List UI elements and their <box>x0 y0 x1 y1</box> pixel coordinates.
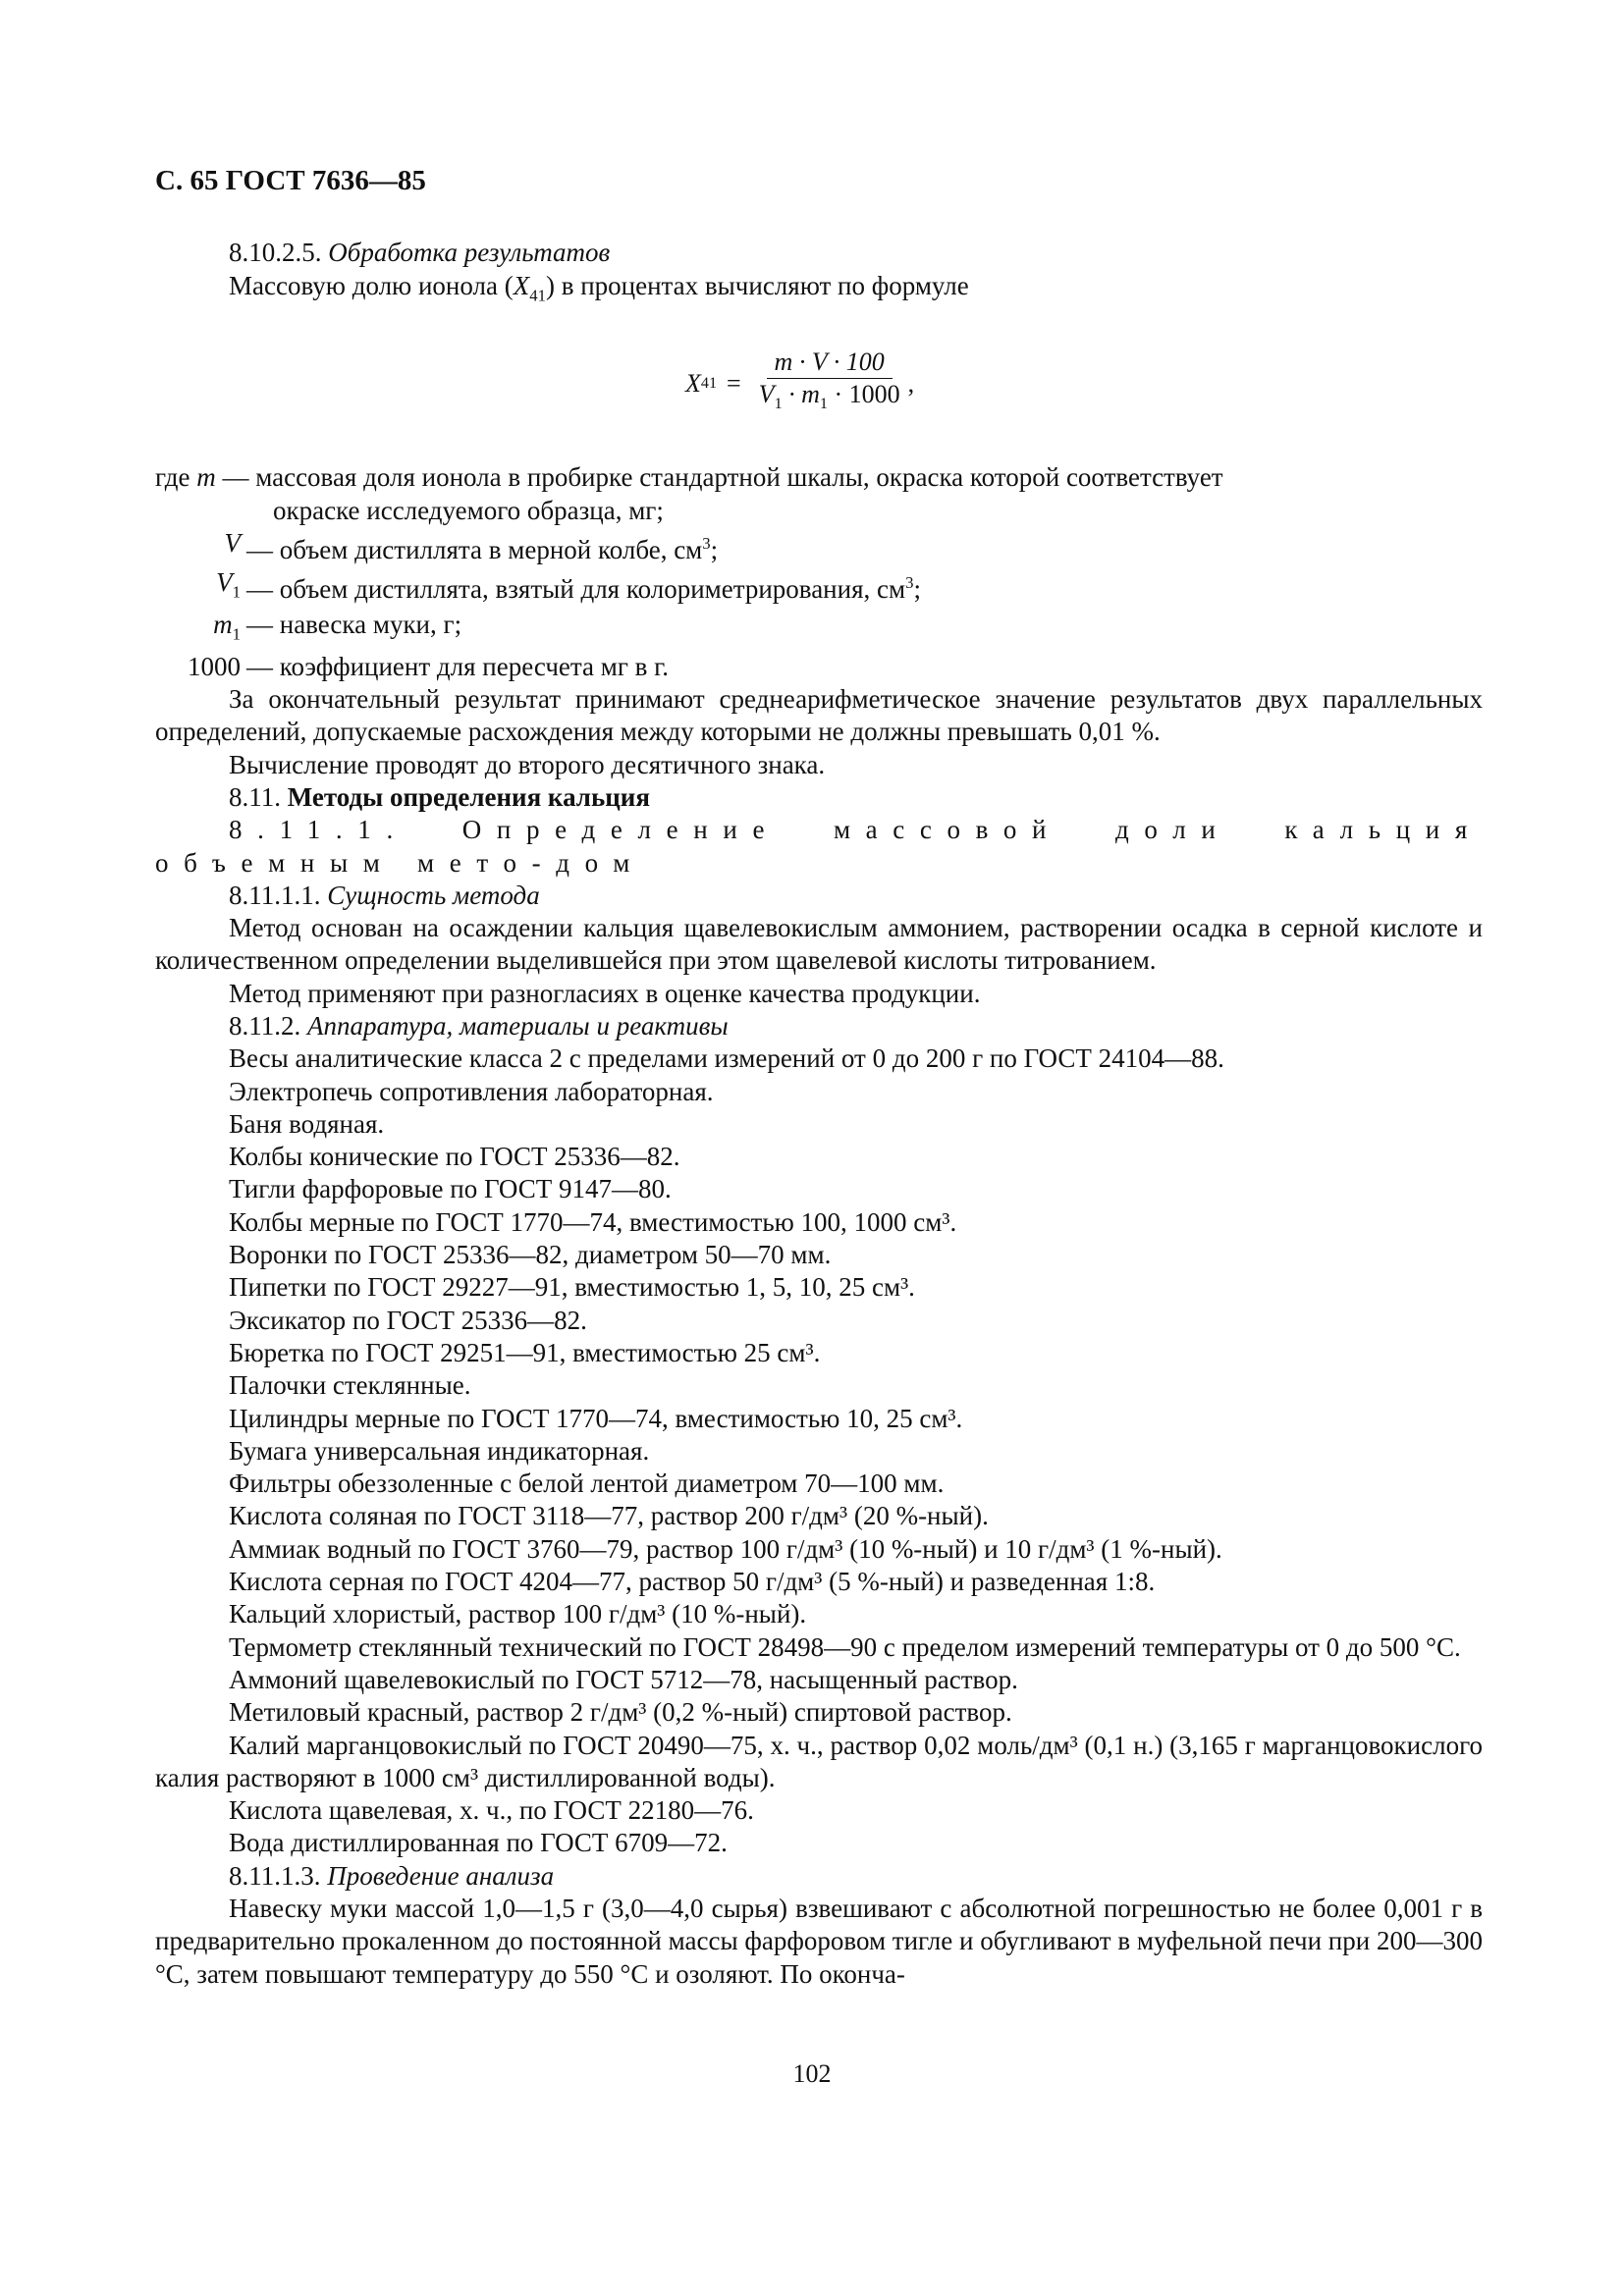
list-item: Пипетки по ГОСТ 29227—91, вместимостью 1, 5, 10, 25 см³. <box>229 1272 915 1303</box>
intro-text-b: ) в процентах вычисляют по формуле <box>545 270 969 300</box>
den-v: V <box>758 380 775 409</box>
def-v1-sup: 3 <box>905 573 914 593</box>
def-v1-text: — объем дистиллята, взятый для колориметрирования, см <box>246 574 906 605</box>
paragraph-method: Метод основан на осаждении кальция щавелевокислым аммонием, растворении осадка в серной кислоте и количественном определении выделившейся при этом щавелевой кислоты титрованием. <box>155 913 1483 976</box>
list-item: Метиловый красный, раствор 2 г/дм³ (0,2 %-ный) спиртовой раствор. <box>229 1697 1012 1728</box>
list-item: Воронки по ГОСТ 25336—82, диаметром 50—70 мм. <box>229 1240 832 1270</box>
def-1000-text: — коэффициент для пересчета мг в г. <box>246 651 669 681</box>
list-item: Вода дистиллированная по ГОСТ 6709—72. <box>229 1828 728 1858</box>
def-where: где <box>155 462 197 493</box>
def-v-symbol: V <box>224 528 241 559</box>
def-m1-symbol: m <box>213 610 233 640</box>
def-m-text: — массовая доля ионола в пробирке стандартной шкалы, окраска которой соответствует <box>215 462 1223 493</box>
section-title: Методы определения кальция <box>287 781 650 812</box>
def-v-text: — объем дистиллята в мерной колбе, см <box>246 535 703 565</box>
formula-equals: = <box>727 369 741 399</box>
list-item: Кальций хлористый, раствор 100 г/дм³ (10 %-ный). <box>229 1599 807 1629</box>
section-number: 8.11.1.3. <box>229 1860 321 1891</box>
def-m-cont: окраске исследуемого образца, мг; <box>273 495 664 525</box>
list-item: Бумага универсальная индикаторная. <box>229 1435 650 1466</box>
paragraph-analysis: Навеску муки массой 1,0—1,5 г (3,0—4,0 сырья) взвешивают с абсолютной погрешностью не более 0,001 г в предварительно прокаленном до постоянной массы фарфоровом тигле и обугливают в муфельной печи при 200—300 °С, затем повышают температуру до 550 °С и озоляют. По оконча- <box>155 1894 1483 1989</box>
list-item: Электропечь сопротивления лабораторная. <box>229 1076 714 1106</box>
intro-subscript: 41 <box>529 285 546 304</box>
section-title: Обработка результатов <box>328 238 611 268</box>
page-header: С. 65 ГОСТ 7636—85 <box>155 165 426 196</box>
formula-lhs-sub: 41 <box>700 375 717 393</box>
section-title: Сущность метода <box>327 880 540 910</box>
list-item: Весы аналитические класса 2 с пределами измерений от 0 до 200 г по ГОСТ 24104—88. <box>229 1043 1224 1074</box>
section-title: Аппаратура, материалы и реактивы <box>307 1011 729 1041</box>
paragraph-final-result: За окончательный результат принимают среднеарифметическое значение результатов двух параллельных определений, допускаемые расхождения между которыми не должны превышать 0,01 %. <box>155 684 1483 747</box>
formula <box>685 348 1483 418</box>
section-8-11-1: 8.11.1. Определение массовой доли кальция объемным мето-дом <box>155 815 1483 878</box>
list-item: Бюретка по ГОСТ 29251—91, вместимостью 25 см³. <box>229 1337 821 1367</box>
def-v1-end: ; <box>913 574 921 605</box>
list-item: Калий марганцовокислый по ГОСТ 20490—75, х. ч., раствор 0,02 моль/дм³ (0,1 н.) (3,165 г марганцовокислого калия растворяют в 1000 см³ дистиллированной воды). <box>155 1730 1483 1792</box>
list-item: Палочки стеклянные. <box>229 1370 471 1401</box>
document-page <box>155 165 1483 1991</box>
formula-comma: , <box>907 369 915 399</box>
def-m-symbol: m <box>196 462 216 493</box>
def-v-sup: 3 <box>702 534 711 554</box>
section-title: Проведение анализа <box>327 1860 555 1891</box>
list-item: Кислота щавелевая, х. ч., по ГОСТ 22180—76. <box>229 1795 754 1826</box>
def-v <box>155 527 1483 566</box>
def-v1-sub: 1 <box>232 582 241 602</box>
def-m1-sub: 1 <box>232 624 241 644</box>
section-8-11-1-1 <box>155 880 1483 912</box>
list-item: Тигли фарфоровые по ГОСТ 9147—80. <box>229 1174 672 1204</box>
equipment-list <box>155 1042 1483 1859</box>
den-sub1: 1 <box>774 396 783 413</box>
section-number: 8.10.2.5. <box>229 238 322 268</box>
list-item: Кислота соляная по ГОСТ 3118—77, раствор 200 г/дм³ (20 %-ный). <box>229 1501 989 1531</box>
list-item: Аммиак водный по ГОСТ 3760—79, раствор 100 г/дм³ (10 %-ный) и 10 г/дм³ (1 %-ный). <box>229 1533 1222 1564</box>
formula-denominator <box>759 379 900 418</box>
page-number: 102 <box>792 2059 832 2088</box>
den-m: · m <box>782 380 820 409</box>
list-item: Аммоний щавелевокислый по ГОСТ 5712—78, насыщенный раствор. <box>229 1664 1018 1694</box>
intro-symbol: X <box>513 270 530 300</box>
section-number: 8.11. <box>229 781 281 812</box>
formula-intro <box>155 270 1483 312</box>
paragraph-apply: Метод применяют при разногласиях в оценке качества продукции. <box>229 978 981 1008</box>
paragraph-calculation: Вычисление проводят до второго десятичного знака. <box>229 749 826 779</box>
section-number: 8.11.1.1. <box>229 880 321 910</box>
list-item: Термометр стеклянный технический по ГОСТ 28498—90 с пределом измерений температуры от 0 до 500 °С. <box>229 1631 1461 1662</box>
formula-fraction <box>759 348 900 418</box>
definitions <box>155 461 1483 683</box>
def-v1-symbol: V <box>216 567 233 598</box>
def-m <box>155 461 1483 494</box>
intro-text-a: Массовую долю ионола ( <box>229 270 514 300</box>
formula-lhs: X <box>685 369 701 399</box>
section-number: 8.11.2. <box>229 1011 301 1041</box>
den-1000: · 1000 <box>827 380 900 409</box>
list-item: Фильтры обеззоленные с белой лентой диаметром 70—100 мм. <box>229 1468 945 1499</box>
section-8-11-2 <box>155 1010 1483 1042</box>
def-1000-symbol: 1000 <box>188 651 241 681</box>
def-1000 <box>155 651 1483 683</box>
list-item: Кислота серная по ГОСТ 4204—77, раствор 50 г/дм³ (5 %-ный) и разведенная 1:8. <box>229 1567 1156 1597</box>
section-8-10-2-5 <box>155 237 1483 269</box>
def-v1 <box>155 566 1483 609</box>
section-8-11-1-3 <box>155 1860 1483 1893</box>
def-v-end: ; <box>710 535 719 565</box>
list-item: Баня водяная. <box>229 1108 385 1139</box>
section-8-11 <box>155 781 1483 814</box>
def-m1 <box>155 609 1483 651</box>
list-item: Колбы мерные по ГОСТ 1770—74, вместимостью 100, 1000 см³. <box>229 1206 957 1237</box>
list-item: Колбы конические по ГОСТ 25336—82. <box>229 1142 680 1172</box>
list-item: Эксикатор по ГОСТ 25336—82. <box>229 1305 587 1335</box>
def-m1-text: — навеска муки, г; <box>246 610 462 640</box>
den-sub2: 1 <box>819 396 828 413</box>
formula-numerator: m · V · 100 <box>767 348 893 379</box>
list-item: Цилиндры мерные по ГОСТ 1770—74, вместимостью 10, 25 см³. <box>229 1403 963 1433</box>
